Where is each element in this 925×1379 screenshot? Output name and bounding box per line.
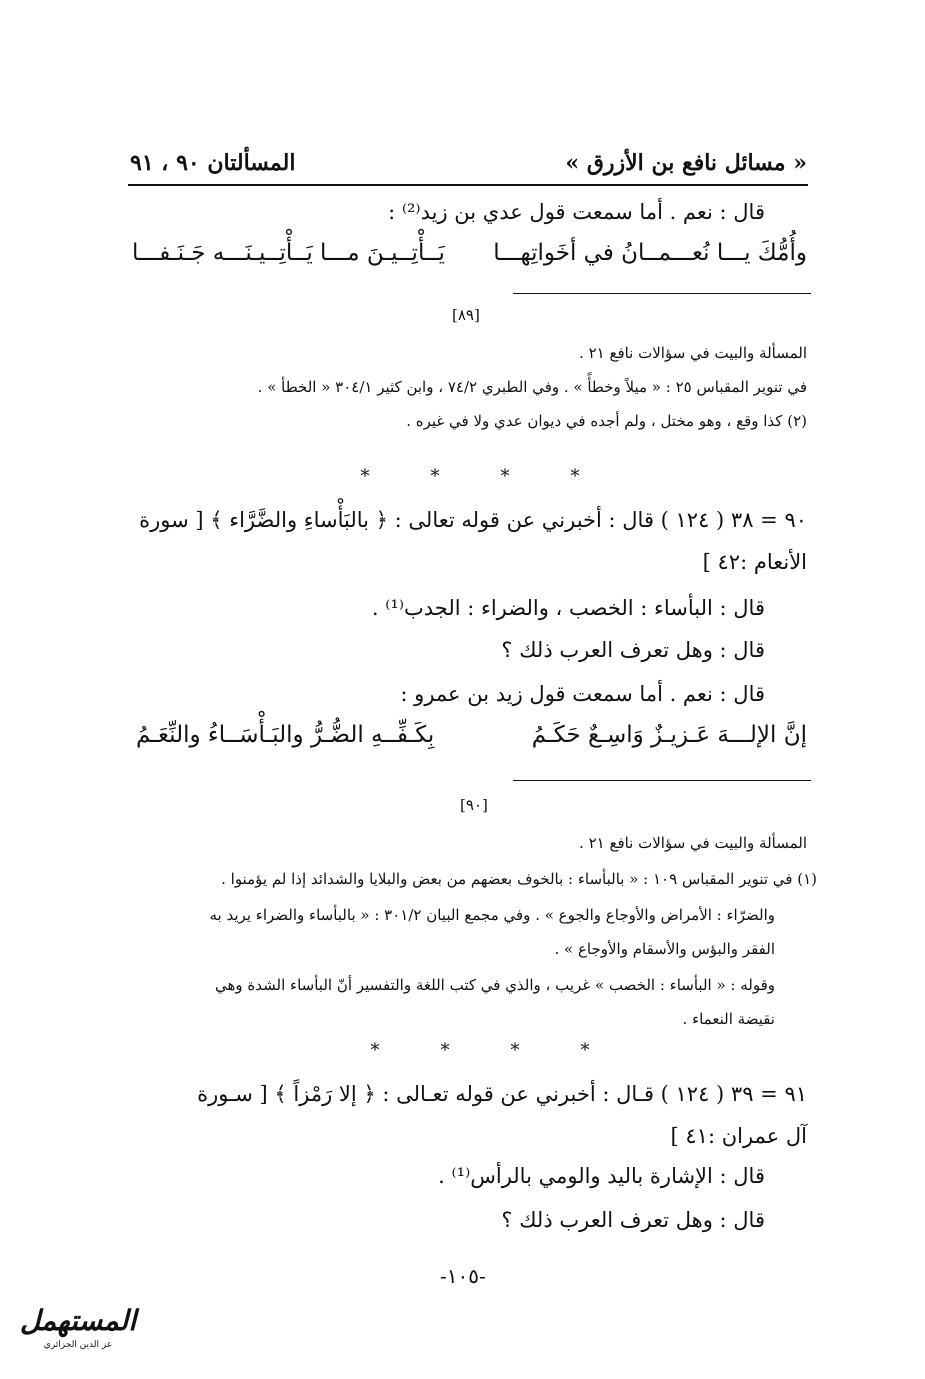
star: * [570,466,580,487]
footnote-90-line-1: المسألة والبيت في سؤالات نافع ٢١ . [579,834,807,852]
section-separator [330,466,610,487]
s91-question-line-1: ٩١ = ٣٩ ( ١٢٤ ) قـال : أخبرني عن قوله تعـالى : ﴿ إلا رَمْزاً ﴾ [ سـورة [197,1082,807,1106]
s90-question-line-1: ٩٠ = ٣٨ ( ١٢٤ ) قال : أخبرني عن قوله تعالى : ﴿ بالبَأْساءِ والضَّرَّاء ﴾ [ سورة [139,508,807,532]
s91-ask: قال : وهل تعرف العرب ذلك ؟ [501,1208,765,1232]
star: * [440,1040,450,1061]
footnote-ref-89: [٨٩] [452,306,480,324]
star: * [500,466,510,487]
s91-answer: قال : الإشارة باليد والومي بالرأس⁽¹⁾ . [438,1164,765,1188]
s90-verse-right: إنَّ الإلـــهَ عَـزيـزٌ وَاسِـعٌ حَكَـمُ [531,722,807,748]
footnote-90-line-4: الفقر والبؤس والأسقام والأوجاع » . [554,940,775,958]
footnote-90-line-3: والضرّاء : الأمراض والأوجاع والجوع » . وفي مجمع البيان ٣٠١/٢ : « بالبأساء والضراء يريد به [209,906,775,924]
star: * [580,1040,590,1061]
footnote-89-line-3: (٢) كذا وقع ، وهو مختل ، ولم أجده في ديوان عدي ولا في غيره . [406,412,807,430]
header-rule [128,184,808,186]
stamp-main-text: المستهمل [19,1304,137,1337]
star: * [430,466,440,487]
page-number: -١٠٥- [440,1264,486,1288]
s91-question-line-2: آل عمران :٤١ ] [670,1124,807,1148]
footnote-90-line-6: نقيضة النعماء . [682,1010,775,1028]
stamp-sub-text: عز الدين الجزائري [43,1340,113,1350]
s90-verse-left: بِكَـفِّــهِ الضُّـرُّ والبَـأْسَــاءُ والنِّعَـمُ [136,722,435,748]
footnote-89-line-1: المسألة والبيت في سؤالات نافع ٢١ . [579,344,807,362]
section-separator [340,1040,620,1061]
footnote-divider [513,780,811,781]
s90-ask: قال : وهل تعرف العرب ذلك ؟ [501,638,765,662]
s89-verse-left: يَــأْتِــيـنَ مـــا يَــأْتِــيـنَـــه جَـنَـفـــا [132,240,445,266]
running-header-title: « مسائل نافع بن الأزرق » [565,150,807,176]
footnote-90-line-5: وقوله : « البأساء : الخصب » غريب ، والذي في كتب اللغة والتفسير أنّ البأساء الشدة وهي [215,976,775,994]
footnote-89-line-2: في تنوير المقباس ٢٥ : « ميلاً وخطأً » . وفي الطبري ٧٤/٢ ، وابن كثير ٣٠٤/١ « الخطأ » . [257,378,807,396]
s90-answer: قال : البأساء : الخصب ، والضراء : الجدب⁽¹⁾ . [371,596,765,620]
star: * [360,466,370,487]
s89-intro: قال : نعم . أما سمعت قول عدي بن زيد⁽²⁾ : [388,200,765,224]
footnote-90-line-2: (١) في تنوير المقباس ١٠٩ : « بالبأساء : بالخوف بعضهم من بعض والبلايا والشدائد إذا لم يؤمنوا . [221,870,817,888]
s90-intro: قال : نعم . أما سمعت قول زيد بن عمرو : [400,682,765,706]
s89-verse-right: وأُمُّكَ يـــا نُعـــمــانُ في أخَواتِهـــا [493,240,807,266]
footnote-divider [513,293,811,294]
running-header-section: المسألتان ٩٠ ، ٩١ [130,150,296,176]
library-stamp [12,1302,144,1366]
s90-question-line-2: الأنعام :٤٢ ] [702,550,807,574]
star: * [510,1040,520,1061]
footnote-ref-90: [٩٠] [460,796,488,814]
star: * [370,1040,380,1061]
